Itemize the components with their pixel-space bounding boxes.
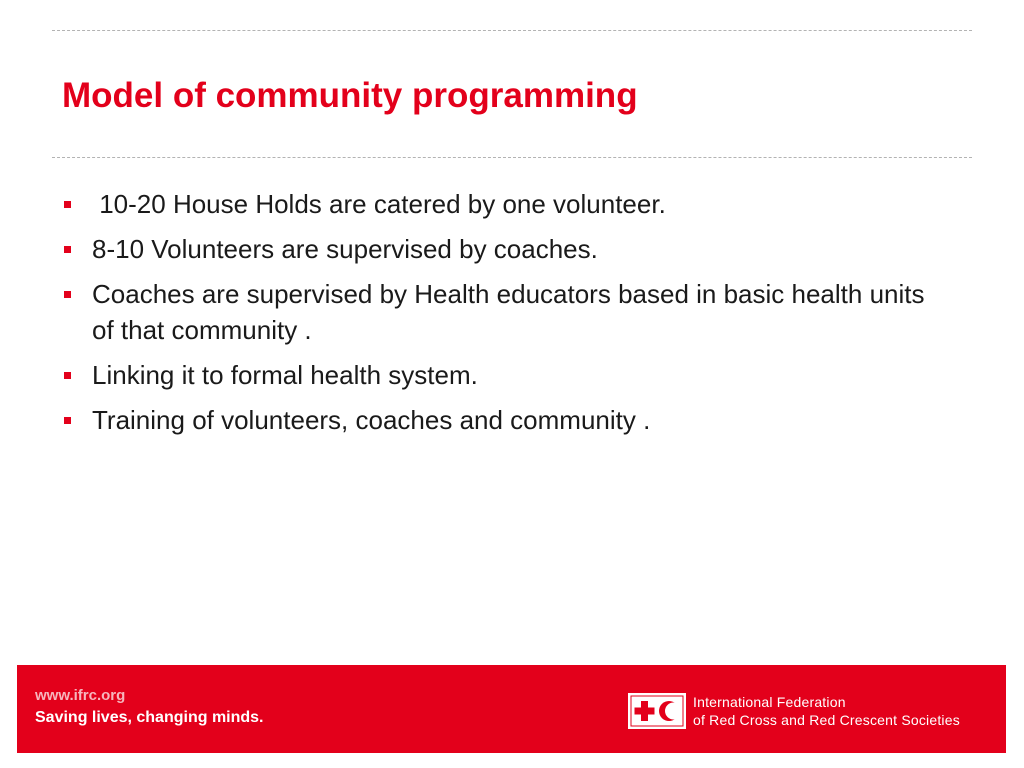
bullet-item (62, 402, 942, 438)
top-divider (52, 30, 972, 31)
square-bullet-icon (64, 246, 71, 253)
bullet-text: 10-20 House Holds are catered by one volunteer. (92, 189, 666, 219)
emblem-graphic (630, 695, 684, 727)
bullet-item (62, 186, 942, 222)
red-cross-crescent-emblem-icon (628, 693, 686, 729)
footer-slogan: Saving lives, changing minds. (35, 709, 264, 726)
title-divider (52, 157, 972, 158)
bullet-item (62, 276, 942, 348)
square-bullet-icon (64, 291, 71, 298)
bullet-list (62, 186, 942, 447)
org-name-line-1: International Federation (693, 694, 846, 710)
bullet-text: Coaches are supervised by Health educators based in basic health units of that community . (92, 279, 925, 345)
bullet-text: Training of volunteers, coaches and community . (92, 405, 651, 435)
bullet-text: 8-10 Volunteers are supervised by coaches. (92, 234, 598, 264)
bullet-item (62, 231, 942, 267)
square-bullet-icon (64, 372, 71, 379)
footer-bar (17, 665, 1006, 753)
slide-title: Model of community programming (62, 76, 638, 115)
org-name-line-2: of Red Cross and Red Crescent Societies (693, 712, 960, 728)
footer-url-link[interactable]: www.ifrc.org (35, 687, 126, 704)
square-bullet-icon (64, 417, 71, 424)
square-bullet-icon (64, 201, 71, 208)
bullet-text: Linking it to formal health system. (92, 360, 478, 390)
bullet-item (62, 357, 942, 393)
